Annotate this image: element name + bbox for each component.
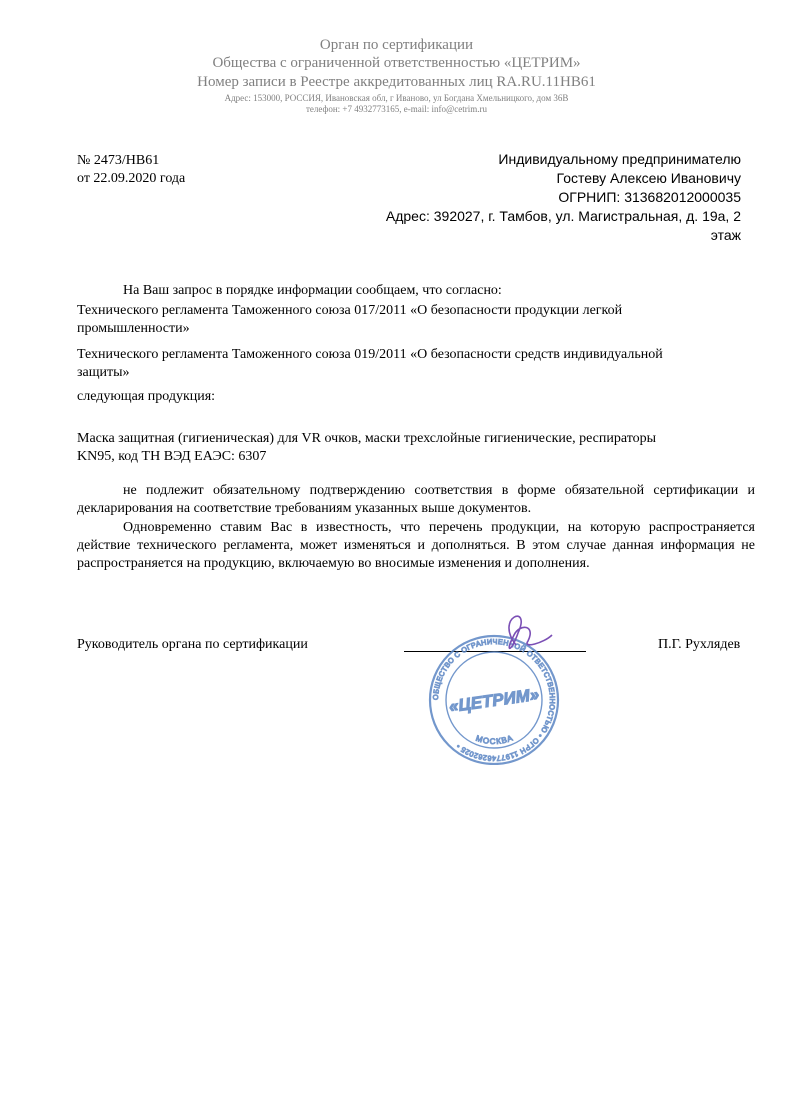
letterhead-contacts: телефон: +7 4932773165, e-mail: info@cetrim.ru bbox=[305, 104, 487, 114]
signatory-title: Руководитель органа по сертификации bbox=[77, 637, 308, 652]
recipient-title: Индивидуальному предпринимателю bbox=[498, 151, 741, 167]
product-line1: Маска защитная (гигиеническая) для VR очков, маски трехслойные гигиенические, респираторы bbox=[77, 431, 657, 446]
product-line2: KN95, код ТН ВЭД ЕАЭС: 6307 bbox=[77, 449, 267, 464]
recipient-address: Адрес: 392027, г. Тамбов, ул. Магистральная, д. 19а, 2 bbox=[385, 208, 741, 224]
regulation-019 bbox=[77, 346, 753, 382]
recipient-ogrnip: ОГРНИП: 313682012000035 bbox=[558, 189, 741, 205]
recipient-name: Гостеву Алексею Ивановичу bbox=[556, 170, 741, 186]
paragraph-not-subject: не подлежит обязательному подтверждению соответствия в форме обязательной сертификации и декларирования на соответствие требованиям указанных выше документов. bbox=[77, 483, 755, 516]
regulation-017-line2: промышленности» bbox=[77, 321, 190, 336]
seal-city: МОСКВА bbox=[474, 733, 515, 747]
regulation-019-line1: Технического регламента Таможенного союза 019/2011 «О безопасности средств индивидуальной bbox=[77, 347, 663, 362]
regulation-017-line1: Технического регламента Таможенного союза 017/2011 «О безопасности продукции легкой bbox=[77, 303, 623, 318]
letterhead-address: Адрес: 153000, РОССИЯ, Ивановская обл, г Иваново, ул Богдана Хмельницкого, дом 36В bbox=[224, 93, 569, 103]
reference-date: от 22.09.2020 года bbox=[77, 171, 186, 186]
signatory-name: П.Г. Рухлядев bbox=[658, 637, 741, 652]
paragraph-notice: Одновременно ставим Вас в известность, что перечень продукции, на которую распространяется действие технического регламента, может изменяться и дополняться. В этом случае данная информация не распространяется на продукцию, включаемую во вносимые изменения и дополнения. bbox=[77, 520, 755, 571]
letterhead-company-name: Общества с ограниченной ответственностью «ЦЕТРИМ» bbox=[212, 55, 581, 71]
reference-block bbox=[77, 152, 185, 188]
product-description bbox=[77, 430, 753, 466]
recipient-address-cont: этаж bbox=[710, 227, 741, 243]
letterhead-org-title: Орган по сертификации bbox=[319, 37, 474, 53]
recipient-block bbox=[321, 150, 741, 245]
letterhead-registry-number: Номер записи в Реестре аккредитованных лиц RA.RU.11НВ61 bbox=[197, 74, 596, 90]
seal-ring-text: ОБЩЕСТВО С ОГРАНИЧЕННОЙ ОТВЕТСТВЕННОСТЬЮ • ОГРН 1197746262025 • bbox=[430, 636, 558, 764]
seal-center-text: «ЦЕТРИМ» bbox=[447, 684, 541, 717]
products-intro: следующая продукция: bbox=[77, 389, 216, 404]
company-seal bbox=[424, 605, 564, 765]
reference-number: № 2473/НВ61 bbox=[77, 153, 160, 168]
handwritten-signature bbox=[509, 616, 552, 648]
letter-intro: На Ваш запрос в порядке информации сообщаем, что согласно: bbox=[123, 283, 502, 298]
regulation-017 bbox=[77, 302, 753, 338]
regulation-019-line2: защиты» bbox=[77, 365, 130, 380]
